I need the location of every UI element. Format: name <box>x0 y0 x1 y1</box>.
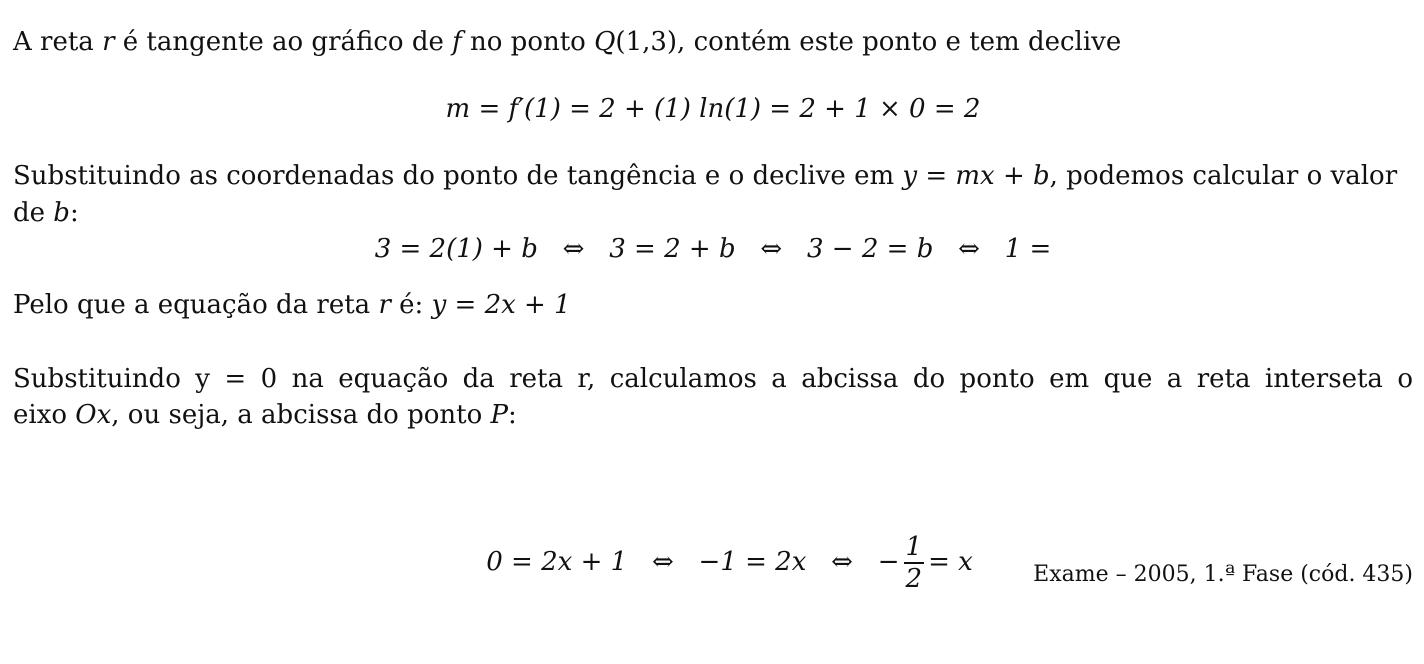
text: no ponto <box>470 27 586 57</box>
paragraph-intersection: Substituindo y = 0 na equação da reta r, calculamos a abcissa do ponto em que a reta interseta o <box>13 364 1413 394</box>
variable-r: r <box>378 290 391 320</box>
text: , ou seja, a abcissa do ponto <box>111 400 483 430</box>
paragraph-line-equation <box>13 288 571 322</box>
point-coordinates: (1,3), contém este ponto e tem declive <box>615 27 1122 57</box>
equation-slope: m = f′(1) = 2 + (1) ln(1) = 2 + 1 × 0 = 2 <box>445 94 981 124</box>
paragraph-intersection-line2 <box>13 398 517 432</box>
fraction-denominator: 2 <box>905 564 923 594</box>
text: é tangente ao gráfico de <box>122 27 444 57</box>
solution-document <box>13 0 1413 606</box>
text: Substituindo as coordenadas do ponto de tangência e o declive em <box>13 161 895 191</box>
equation-intercept: 3 = 2(1) + b ⇔ 3 = 2 + b ⇔ 3 − 2 = b ⇔ 1 = <box>374 234 1052 264</box>
text: é: <box>399 290 424 320</box>
variable-b: b <box>53 198 70 228</box>
formula-line: y = mx + b <box>902 161 1050 191</box>
text: A reta <box>13 27 94 57</box>
text: : <box>69 198 79 228</box>
variable-q: Q <box>594 27 616 57</box>
fraction-numerator: 1 <box>905 532 923 562</box>
exam-source: Exame – 2005, 1.ª Fase (cód. 435) <box>1033 562 1413 587</box>
variable-p: P <box>490 400 509 430</box>
text: eixo <box>13 400 68 430</box>
paragraph-tangent-line <box>13 25 1121 59</box>
variable-f: f <box>452 27 462 57</box>
variable-r: r <box>102 27 115 57</box>
formula-result: y = 2x + 1 <box>431 290 571 320</box>
paragraph-substitution-line2 <box>13 196 79 230</box>
text: de <box>13 198 46 228</box>
text: , podemos calcular o valor <box>1049 161 1398 191</box>
text: Pelo que a equação da reta <box>13 290 371 320</box>
equation-right: = x <box>928 547 973 577</box>
axis-ox: Ox <box>75 400 112 430</box>
paragraph-substitution <box>13 159 1397 193</box>
text: : <box>508 400 517 430</box>
equation-left: 0 = 2x + 1 ⇔ −1 = 2x ⇔ − <box>486 547 900 577</box>
